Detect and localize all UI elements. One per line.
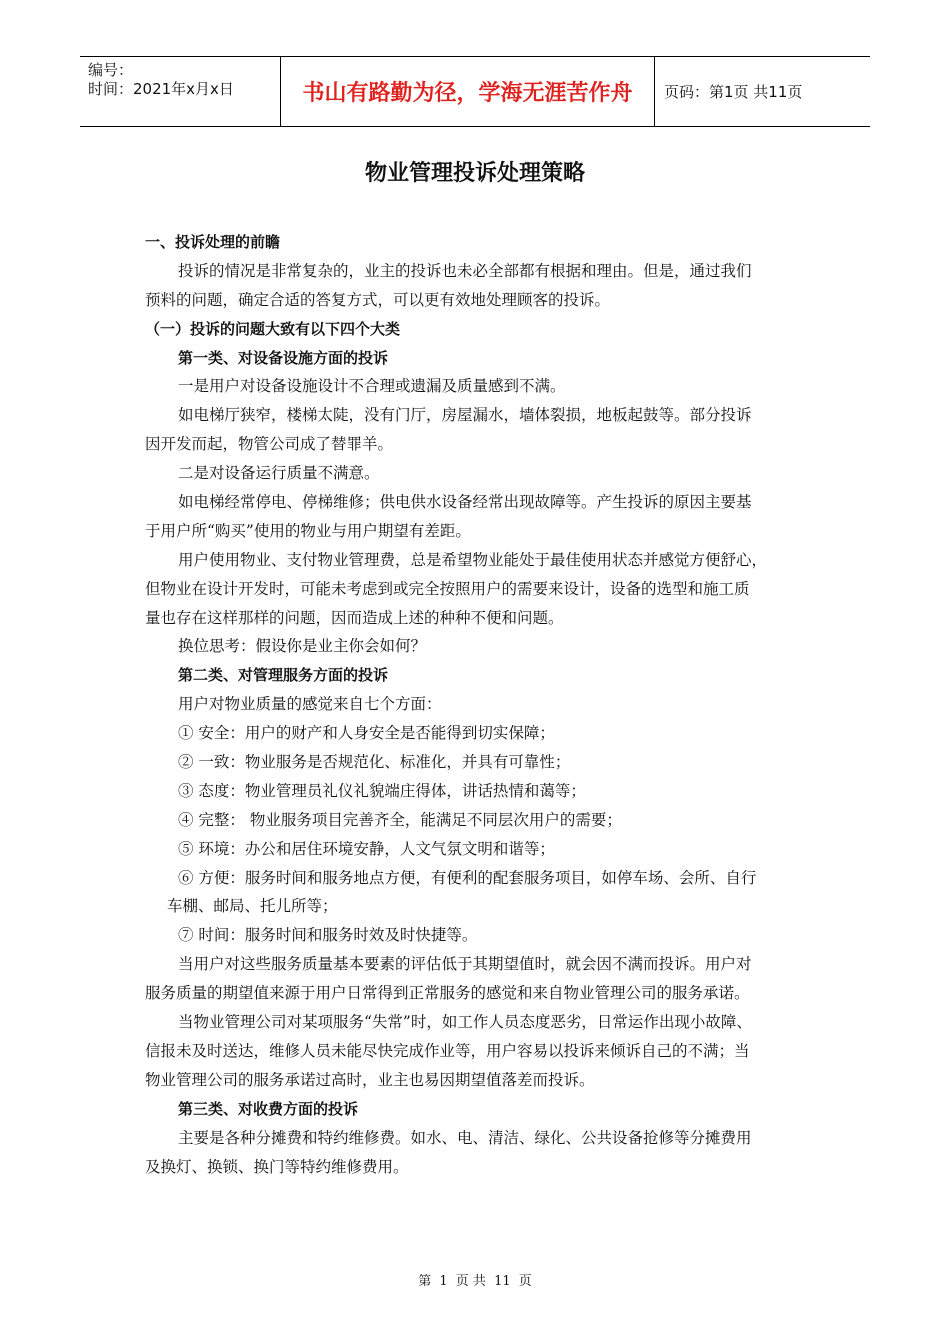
list-item-continuation: 车棚、邮局、托儿所等； xyxy=(167,897,338,916)
paragraph-line: 当物业管理公司对某项服务“失常”时，如工作人员态度恶劣，日常运作出现小故障、 xyxy=(178,1013,752,1032)
paragraph-line: 用户使用物业、支付物业管理费，总是希望物业能处于最佳使用状态并感觉方便舒心， xyxy=(178,550,768,569)
section-heading: 一、投诉处理的前瞻 xyxy=(145,233,281,251)
paragraph-line: 投诉的情况是非常复杂的，业主的投诉也未必全部都有根据和理由。但是，通过我们 xyxy=(178,261,752,280)
list-item: ④ 完整： 物业服务项目完善齐全，能满足不同层次用户的需要； xyxy=(178,810,622,829)
paragraph-line: 如电梯厅狭窄，楼梯太陡，没有门厅，房屋漏水，墙体裂损，地板起鼓等。部分投诉 xyxy=(178,406,752,425)
header-page-info: 页码：第1页 共11页 xyxy=(664,83,803,101)
paragraph-line: 二是对设备运行质量不满意。 xyxy=(178,464,380,483)
document-title: 物业管理投诉处理策略 xyxy=(364,161,585,186)
paragraph-line: 换位思考：假设你是业主你会如何？ xyxy=(178,637,427,656)
list-item: ⑤ 环境：办公和居住环境安静，人文气氛文明和谐等； xyxy=(178,839,555,858)
page-footer xyxy=(0,1270,950,1289)
serial-label: 编号： xyxy=(88,61,134,79)
footer-prefix: 第 xyxy=(418,1274,432,1289)
category-heading: 第一类、对设备设施方面的投诉 xyxy=(178,348,389,367)
list-item: ② 一致：物业服务是否规范化、标准化，并具有可靠性； xyxy=(178,753,571,772)
paragraph-line: 一是用户对设备设施设计不合理或遗漏及质量感到不满。 xyxy=(178,377,566,396)
paragraph-line: 用户对物业质量的感觉来自七个方面： xyxy=(178,695,442,714)
paragraph-line: 主要是各种分摊费和特约维修费。如水、电、清洁、绿化、公共设备抢修等分摊费用 xyxy=(178,1128,752,1147)
paragraph-line: 因开发而起，物管公司成了替罪羊。 xyxy=(145,435,394,454)
header-motto: 书山有路勤为径，学海无涯苦作舟 xyxy=(281,57,655,126)
subsection-heading: （一）投诉的问题大致有以下四个大类 xyxy=(145,319,401,338)
page-header xyxy=(80,56,870,127)
paragraph-line: 如电梯经常停电、停梯维修；供电供水设备经常出现故障等。产生投诉的原因主要基 xyxy=(178,493,752,512)
category-heading: 第三类、对收费方面的投诉 xyxy=(178,1099,359,1118)
paragraph-line: 及换灯、换锁、换门等特约维修费用。 xyxy=(145,1157,409,1176)
footer-total-pages: 11 xyxy=(494,1274,511,1289)
paragraph-line: 预料的问题，确定合适的答复方式，可以更有效地处理顾客的投诉。 xyxy=(145,290,611,309)
footer-mid: 页 共 xyxy=(455,1274,486,1289)
paragraph-line: 信报未及时送达，维修人员未能尽快完成作业等，用户容易以投诉来倾诉自己的不满；当 xyxy=(145,1041,750,1060)
paragraph-line: 物业管理公司的服务承诺过高时，业主也易因期望值落差而投诉。 xyxy=(145,1070,595,1089)
document-body xyxy=(145,228,810,1181)
list-item: ⑦ 时间：服务时间和服务时效及时快捷等。 xyxy=(178,926,478,945)
list-item: ③ 态度：物业管理员礼仪礼貌端庄得体，讲话热情和蔼等； xyxy=(178,781,586,800)
paragraph-line: 当用户对这些服务质量基本要素的评估低于其期望值时，就会因不满而投诉。用户对 xyxy=(178,955,752,974)
list-item: ⑥ 方便：服务时间和服务地点方便，有便利的配套服务项目，如停车场、会所、自行 xyxy=(178,868,757,887)
header-meta xyxy=(80,57,281,126)
category-heading: 第二类、对管理服务方面的投诉 xyxy=(178,666,389,685)
footer-suffix: 页 xyxy=(518,1274,532,1289)
list-item: ① 安全：用户的财产和人身安全是否能得到切实保障； xyxy=(178,724,555,743)
paragraph-line: 服务质量的期望值来源于用户日常得到正常服务的感觉和来自物业管理公司的服务承诺。 xyxy=(145,984,750,1003)
paragraph-line: 于用户所“购买”使用的物业与用户期望有差距。 xyxy=(145,521,471,540)
footer-page-number: 1 xyxy=(439,1274,448,1289)
date-label: 时间：2021年x月x日 xyxy=(88,80,234,98)
paragraph-line: 但物业在设计开发时，可能未考虑到或完全按照用户的需要来设计，设备的选型和施工质 xyxy=(145,579,750,598)
paragraph-line: 量也存在这样那样的问题，因而造成上述的种种不便和问题。 xyxy=(145,608,564,627)
